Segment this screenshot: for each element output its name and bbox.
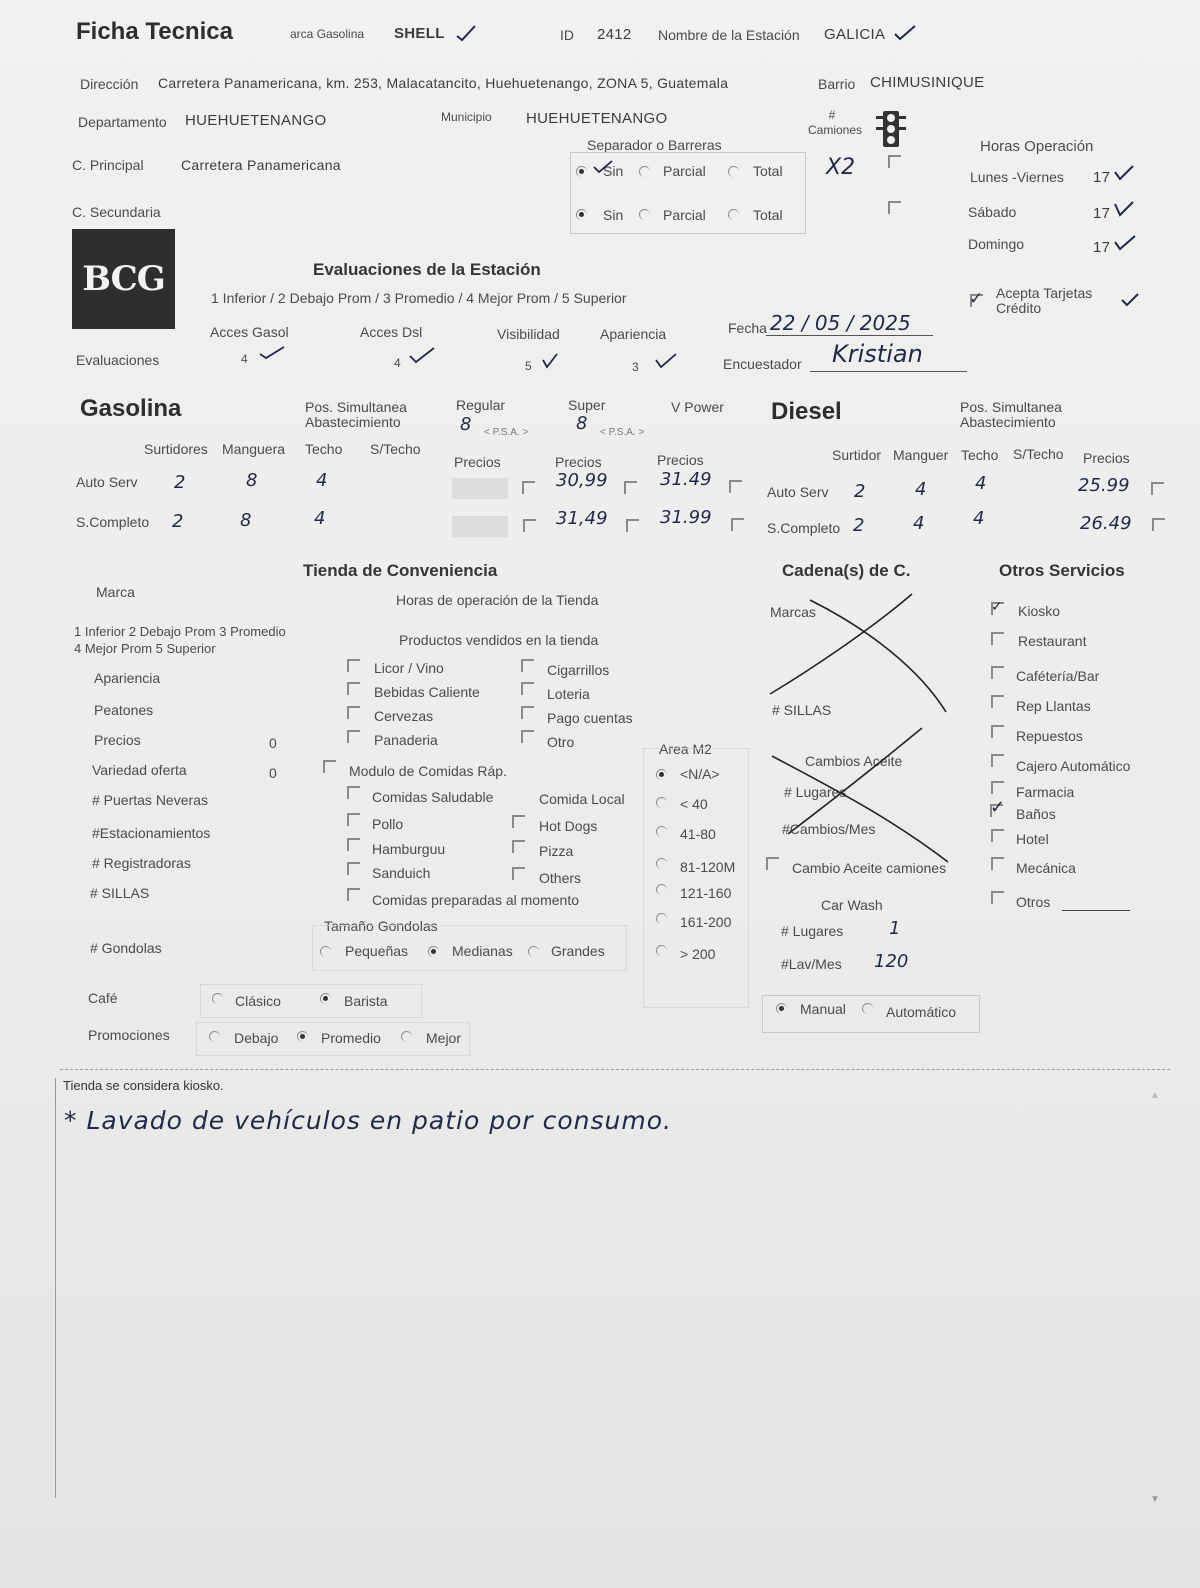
store-brand-label: Marca — [96, 584, 135, 600]
eval-col-label: Acces Gasol — [210, 324, 289, 340]
pizza-label: Pizza — [539, 843, 574, 859]
rating-label: # Puertas Neveras — [92, 792, 208, 808]
car-wash-places-label: # Lugares — [781, 923, 844, 939]
promotions-label: Promociones — [88, 1027, 170, 1043]
prepared-food-checkbox[interactable] — [347, 888, 360, 901]
product-label: Cervezas — [374, 708, 434, 724]
diesel-techo: 4 — [973, 508, 985, 529]
promo-option-label: Promedio — [321, 1030, 381, 1046]
gondola-size-label: Tamaño Gondolas — [324, 918, 438, 934]
promo-option-label: Mejor — [426, 1030, 462, 1046]
hours-row-value: 17 — [1093, 205, 1111, 222]
brand-value: SHELL — [394, 25, 445, 42]
rating-label: Precios — [94, 732, 141, 748]
check-mark-icon — [408, 346, 436, 364]
diesel-price: 26.49 — [1080, 513, 1132, 534]
separator-secondary-parcial-radio[interactable] — [639, 209, 650, 220]
gondola-small-radio[interactable] — [320, 946, 331, 957]
trucks-value: X2 — [826, 155, 856, 180]
others-label: Others — [539, 870, 582, 886]
gasoline-simultaneous-label: Pos. Simultanea Abastecimiento — [305, 399, 407, 430]
eval-value: 4 — [394, 356, 401, 370]
super-label: Super — [568, 397, 606, 413]
hours-row-value: 17 — [1093, 169, 1111, 186]
check-mark-icon — [258, 344, 286, 360]
service-label: Hotel — [1016, 831, 1049, 847]
prepared-food-label: Comidas preparadas al momento — [372, 892, 579, 908]
area-option-label: 81-120M — [680, 859, 736, 875]
form-title: Ficha Tecnica — [76, 18, 233, 45]
chicken-label: Pollo — [372, 816, 404, 832]
hamburger-checkbox[interactable] — [347, 838, 360, 851]
col-techo: Techo — [961, 447, 999, 463]
product-checkbox[interactable] — [521, 730, 534, 743]
product-label: Otro — [547, 734, 575, 750]
vpower-price-checkbox[interactable] — [729, 480, 742, 493]
rating-label: # SILLAS — [90, 885, 150, 901]
regular-positions: 8 — [460, 414, 472, 435]
date-value: 22 / 05 / 2025 — [770, 311, 911, 335]
col-manguer: Manguer — [893, 447, 949, 463]
wash-automatic-radio[interactable] — [862, 1003, 873, 1014]
gas-techo: 4 — [316, 470, 328, 491]
municipality-label: Municipio — [441, 110, 492, 124]
evaluations-row-label: Evaluaciones — [76, 352, 160, 368]
hours-row-value: 17 — [1093, 239, 1111, 256]
diesel-row-label: S.Completo — [767, 520, 841, 536]
gas-mangueras: 8 — [246, 470, 258, 491]
hours-row-label: Domingo — [968, 236, 1025, 252]
truck-oil-label: Cambio Aceite camiones — [792, 860, 947, 876]
service-label: Mecánica — [1016, 860, 1076, 876]
separator-secondary-total-radio[interactable] — [728, 209, 739, 220]
service-checkbox[interactable] — [991, 781, 1004, 794]
psa-label: < P.S.A. > — [484, 427, 529, 438]
area-option-label: <N/A> — [680, 766, 720, 782]
gas-super-price: 31,49 — [556, 508, 608, 529]
service-label: Farmacia — [1016, 784, 1075, 800]
diesel-title: Diesel — [771, 398, 842, 425]
washes-per-month-label: #Lav/Mes — [781, 956, 842, 972]
col-surtidores: Surtidores — [144, 441, 208, 457]
eval-col-label: Visibilidad — [497, 326, 560, 342]
others-checkbox[interactable] — [512, 867, 525, 880]
hours-row-label: Lunes -Viernes — [970, 169, 1064, 185]
sandwich-label: Sanduich — [372, 865, 431, 881]
gondola-option-label: Medianas — [452, 943, 513, 959]
gasoline-title: Gasolina — [80, 395, 182, 422]
scroll-down-icon[interactable]: ▼ — [1150, 1494, 1160, 1505]
separator-main-total-radio[interactable] — [728, 166, 739, 177]
trucks-label: # Camiones — [808, 108, 863, 137]
service-checkbox[interactable] — [991, 725, 1004, 738]
col-stecho: S/Techo — [1013, 446, 1064, 462]
diesel-price: 25.99 — [1078, 475, 1130, 496]
vpower-price-checkbox[interactable] — [731, 518, 744, 531]
notes-typed-text: Tienda se considera kiosko. — [63, 1078, 224, 1093]
gondola-large-radio[interactable] — [528, 946, 539, 957]
check-mark-icon — [541, 352, 559, 370]
rating-label: Variedad oferta — [92, 762, 187, 778]
service-label: Cajero Automático — [1016, 758, 1131, 774]
diesel-simultaneous-label: Pos. Simultanea Abastecimiento — [960, 399, 1062, 430]
pizza-checkbox[interactable] — [512, 840, 525, 853]
other-service-underline — [1062, 910, 1130, 911]
hot-dogs-label: Hot Dogs — [539, 818, 598, 834]
address-value: Carretera Panamericana, km. 253, Malacatancito, Huehuetenango, ZONA 5, Guatemala — [158, 75, 729, 91]
separator-main-sin-radio[interactable] — [576, 166, 587, 177]
id-value: 2412 — [597, 26, 632, 43]
regular-price-field[interactable] — [452, 516, 508, 537]
store-title: Tienda de Conveniencia — [303, 561, 498, 580]
chicken-checkbox[interactable] — [347, 813, 360, 826]
id-label: ID — [560, 27, 574, 43]
separator-main-parcial-radio[interactable] — [639, 166, 650, 177]
area-option-label: 41-80 — [680, 826, 716, 842]
product-label: Cigarrillos — [547, 662, 610, 678]
service-label: Rep Llantas — [1016, 698, 1091, 714]
rating-value: 0 — [269, 765, 277, 781]
rating-label: Apariencia — [94, 670, 161, 686]
diesel-mangueras: 4 — [913, 513, 925, 534]
hot-dogs-checkbox[interactable] — [512, 815, 525, 828]
area-option-radio[interactable] — [656, 826, 667, 837]
fast-food-label: Modulo de Comidas Ráp. — [349, 763, 507, 779]
eval-value: 5 — [525, 359, 532, 373]
gas-surtidores: 2 — [172, 511, 184, 532]
hours-row-label: Sábado — [968, 204, 1017, 220]
area-label: Area M2 — [659, 741, 712, 757]
promo-option-radio[interactable] — [401, 1031, 412, 1042]
station-name-label: Nombre de la Estación — [658, 27, 800, 43]
col-manguera: Manguera — [222, 441, 286, 457]
area-option-radio[interactable] — [656, 858, 667, 869]
regular-price-checkbox[interactable] — [523, 519, 536, 532]
area-option-radio[interactable] — [656, 945, 667, 956]
brand-label: arca Gasolina — [290, 27, 365, 41]
oil-change-label: Cambios Aceite — [805, 753, 903, 769]
coffee-barista-radio[interactable] — [320, 993, 331, 1004]
chain-title: Cadena(s) de C. — [782, 561, 911, 580]
super-positions: 8 — [576, 413, 588, 434]
diesel-mangueras: 4 — [915, 479, 927, 500]
promo-option-radio[interactable] — [209, 1031, 220, 1042]
service-checkbox[interactable] — [991, 666, 1004, 679]
municipality-value: HUEHUETENANGO — [526, 110, 668, 127]
check-mark-icon — [1113, 164, 1135, 182]
hamburger-label: Hamburguu — [372, 841, 446, 857]
opt-parcial-label: Parcial — [663, 163, 706, 179]
gas-mangueras: 8 — [240, 510, 252, 531]
product-checkbox[interactable] — [347, 659, 360, 672]
diesel-techo: 4 — [975, 473, 987, 494]
secondary-street-label: C. Secundaria — [72, 204, 161, 220]
rating-label: # Gondolas — [90, 940, 162, 956]
service-checkbox[interactable] — [991, 829, 1004, 842]
coffee-option-label: Clásico — [235, 993, 281, 1009]
super-price-checkbox[interactable] — [624, 481, 637, 494]
surveyor-underline — [810, 371, 967, 372]
product-checkbox[interactable] — [521, 682, 534, 695]
col-precios-vpower: Precios — [657, 452, 704, 468]
gas-vpower-price: 31.99 — [660, 507, 712, 528]
main-street-value: Carretera Panamericana — [181, 157, 341, 173]
chain-brands-label: Marcas — [770, 604, 816, 620]
main-street-label: C. Principal — [72, 157, 144, 173]
service-label: Kiosko — [1018, 603, 1061, 619]
col-precios: Precios — [1083, 450, 1130, 466]
gondola-medium-radio[interactable] — [428, 946, 439, 957]
separator-label: Separador o Barreras — [587, 137, 722, 153]
evaluation-title: Evaluaciones de la Estación — [313, 260, 541, 279]
super-price-checkbox[interactable] — [626, 519, 639, 532]
gondola-option-label: Pequeñas — [345, 943, 409, 959]
check-mark-icon — [592, 159, 614, 175]
service-label: Repuestos — [1016, 728, 1083, 744]
hours-title: Horas Operación — [980, 138, 1094, 155]
rating-label: # Registradoras — [92, 855, 191, 871]
address-label: Dirección — [80, 76, 139, 92]
chain-chairs-label: # SILLAS — [772, 702, 832, 718]
gas-row-label: Auto Serv — [76, 474, 138, 490]
other-services-title: Otros Servicios — [999, 561, 1125, 580]
check-mark-icon — [455, 24, 477, 42]
scroll-up-icon[interactable]: ▲ — [1150, 1090, 1160, 1101]
oil-per-month-label: #Cambios/Mes — [782, 821, 876, 837]
surveyor-label: Encuestador — [723, 356, 802, 372]
evaluation-scale: 1 Inferior / 2 Debajo Prom / 3 Promedio / 4 Mejor Prom / 5 Superior — [211, 290, 627, 306]
department-label: Departamento — [78, 114, 167, 130]
service-label: Baños — [1016, 806, 1056, 822]
area-option-radio[interactable] — [656, 797, 667, 808]
notes-handwritten-text: * Lavado de vehículos en patio por consumo. — [64, 1106, 672, 1135]
area-option-label: > 200 — [680, 946, 716, 962]
product-checkbox[interactable] — [347, 682, 360, 695]
diesel-price-checkbox[interactable] — [1152, 518, 1165, 531]
coffee-classic-radio[interactable] — [212, 993, 223, 1004]
area-option-radio[interactable] — [656, 884, 667, 895]
diesel-surtidores: 2 — [853, 515, 865, 536]
regular-price-checkbox[interactable] — [522, 481, 535, 494]
opt-parcial-label: Parcial — [663, 207, 706, 223]
station-name-value: GALICIA — [824, 26, 886, 43]
service-checkbox[interactable] — [991, 754, 1004, 767]
bcg-logo: BCG — [72, 229, 175, 329]
oil-places-label: # Lugares — [784, 784, 847, 800]
rating-label: #Estacionamientos — [92, 825, 211, 841]
service-label: Restaurant — [1018, 633, 1087, 649]
product-label: Licor / Vino — [374, 660, 444, 676]
date-underline — [766, 335, 933, 336]
barrio-value: CHIMUSINIQUE — [870, 74, 985, 91]
traffic-light-secondary-checkbox[interactable] — [888, 201, 901, 214]
eval-value: 3 — [632, 360, 639, 374]
opt-total-label: Total — [753, 207, 783, 223]
car-wash-places-value: 1 — [889, 918, 901, 939]
col-surtidor: Surtidor — [832, 447, 882, 463]
separator-secondary-sin-radio[interactable] — [576, 209, 587, 220]
area-option-label: 121-160 — [680, 885, 732, 901]
eval-value: 4 — [241, 352, 248, 366]
psa-label: < P.S.A. > — [600, 427, 645, 438]
local-food-label: Comida Local — [539, 791, 625, 807]
wash-option-label: Automático — [886, 1004, 957, 1020]
check-mark-icon — [654, 352, 678, 370]
store-scale-2: 4 Mejor Prom 5 Superior — [74, 641, 216, 656]
cross-out-mark — [768, 726, 968, 866]
traffic-light-main-checkbox[interactable] — [888, 155, 901, 168]
product-label: Bebidas Caliente — [374, 684, 480, 700]
col-stecho: S/Techo — [370, 441, 421, 457]
healthy-food-label: Comidas Saludable — [372, 789, 494, 805]
check-mark-icon: ✓ — [991, 598, 1003, 614]
check-mark-icon: ✓ — [969, 289, 984, 308]
coffee-group — [200, 984, 422, 1018]
service-checkbox[interactable] — [991, 632, 1004, 645]
promo-option-radio[interactable] — [297, 1031, 308, 1042]
regular-label: Regular — [456, 397, 506, 413]
area-group — [643, 748, 749, 1008]
diesel-price-checkbox[interactable] — [1151, 482, 1164, 495]
gas-row-label: S.Completo — [76, 514, 150, 530]
product-checkbox[interactable] — [521, 659, 534, 672]
area-option-radio[interactable] — [656, 913, 667, 924]
service-label: Otros — [1016, 894, 1051, 910]
gondola-option-label: Grandes — [551, 943, 605, 959]
coffee-label: Café — [88, 990, 118, 1006]
notes-area[interactable] — [55, 1078, 1171, 1498]
gas-vpower-price: 31.49 — [660, 469, 712, 490]
washes-per-month-value: 120 — [874, 951, 909, 972]
date-label: Fecha — [728, 320, 767, 336]
col-techo: Techo — [305, 441, 343, 457]
car-wash-label: Car Wash — [821, 897, 883, 913]
service-checkbox[interactable] — [991, 891, 1004, 904]
product-label: Panaderia — [374, 732, 438, 748]
service-checkbox[interactable] — [991, 695, 1004, 708]
check-mark-icon — [1113, 200, 1135, 218]
notes-top-divider — [60, 1069, 1170, 1070]
store-scale-1: 1 Inferior 2 Debajo Prom 3 Promedio — [74, 624, 286, 639]
department-value: HUEHUETENANGO — [185, 112, 327, 129]
check-mark-icon — [1120, 292, 1140, 308]
col-precios-super: Precios — [555, 454, 602, 470]
service-checkbox[interactable] — [991, 857, 1004, 870]
barrio-label: Barrio — [818, 76, 856, 92]
coffee-option-label: Barista — [344, 993, 388, 1009]
store-products-label: Productos vendidos en la tienda — [399, 632, 599, 648]
sandwich-checkbox[interactable] — [347, 862, 360, 875]
healthy-food-checkbox[interactable] — [347, 786, 360, 799]
product-label: Pago cuentas — [547, 710, 633, 726]
service-label: Cafétería/Bar — [1016, 668, 1100, 684]
vpower-label: V Power — [671, 399, 724, 415]
check-mark-icon — [893, 24, 917, 42]
check-mark-icon: ✓ — [990, 797, 1006, 817]
area-option-label: < 40 — [680, 796, 708, 812]
opt-total-label: Total — [753, 163, 783, 179]
surveyor-value: Kristian — [832, 340, 923, 368]
rating-value: 0 — [269, 735, 277, 751]
opt-sin-label: Sin — [603, 163, 624, 179]
fast-food-checkbox[interactable] — [323, 760, 336, 773]
wash-option-label: Manual — [800, 1001, 846, 1017]
check-mark-icon — [1113, 234, 1137, 252]
rating-label: Peatones — [94, 702, 154, 718]
gas-surtidores: 2 — [174, 472, 186, 493]
area-option-radio[interactable] — [656, 769, 667, 780]
eval-col-label: Apariencia — [600, 326, 667, 342]
traffic-light-icon — [876, 110, 906, 148]
truck-oil-checkbox[interactable] — [766, 857, 779, 870]
store-hours-label: Horas de operación de la Tienda — [396, 592, 599, 608]
area-option-label: 161-200 — [680, 914, 732, 930]
col-precios-regular: Precios — [454, 454, 501, 470]
product-checkbox[interactable] — [347, 730, 360, 743]
opt-sin-label: Sin — [603, 207, 624, 223]
regular-price-field[interactable] — [452, 478, 508, 499]
product-checkbox[interactable] — [347, 706, 360, 719]
accept-cards-label: Acepta Tarjetas Crédito — [996, 285, 1093, 316]
wash-manual-radio[interactable] — [776, 1003, 787, 1014]
promo-option-label: Debajo — [234, 1030, 279, 1046]
eval-col-label: Acces Dsl — [360, 324, 423, 340]
diesel-row-label: Auto Serv — [767, 484, 829, 500]
gas-super-price: 30,99 — [556, 470, 608, 491]
product-checkbox[interactable] — [521, 706, 534, 719]
cross-out-mark — [760, 590, 960, 720]
diesel-surtidores: 2 — [854, 481, 866, 502]
gas-techo: 4 — [314, 508, 326, 529]
product-label: Loteria — [547, 686, 590, 702]
